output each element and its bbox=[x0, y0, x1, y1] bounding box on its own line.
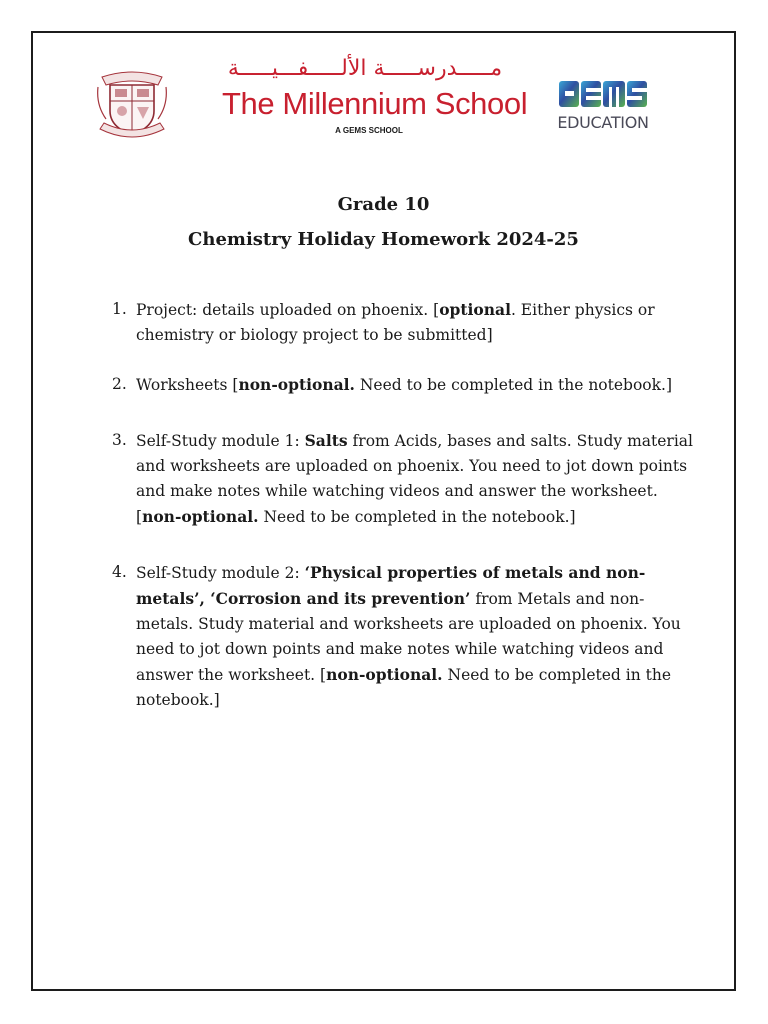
homework-item-module-1 bbox=[112, 428, 698, 530]
school-name-arabic: مـــــدرســـــة الألـــــفـــيـــــة bbox=[227, 56, 503, 81]
item-text: Worksheets [ bbox=[136, 376, 239, 394]
item-text: Need to be completed in the notebook.] bbox=[258, 508, 576, 526]
school-tagline: A GEMS SCHOOL bbox=[335, 126, 403, 135]
homework-heading: Chemistry Holiday Homework 2024-25 bbox=[188, 229, 579, 250]
item-text: Self-Study module 2: bbox=[136, 564, 305, 582]
item-emphasis: Salts bbox=[304, 431, 348, 450]
item-number: 4. bbox=[112, 563, 127, 581]
item-emphasis: non-optional. bbox=[326, 665, 443, 684]
item-text: from Acids, bases and salts. Study material and worksheets are uploaded on phoenix. You need to jot down points and make notes while watching videos and answer the worksheet. [ bbox=[136, 432, 693, 526]
gems-education-label: EDUCATION bbox=[557, 113, 649, 132]
item-number: 2. bbox=[112, 375, 127, 393]
item-emphasis: non-optional. bbox=[142, 507, 259, 526]
item-text: Need to be completed in the notebook.] bbox=[136, 666, 672, 709]
item-emphasis: optional bbox=[439, 300, 511, 319]
homework-item-project bbox=[112, 297, 698, 348]
item-text: Need to be completed in the notebook.] bbox=[354, 376, 672, 394]
item-number: 3. bbox=[112, 431, 127, 449]
school-crest-logo bbox=[96, 65, 168, 141]
gems-mark-icon bbox=[559, 79, 647, 109]
school-name: The Millennium School bbox=[222, 86, 528, 121]
item-text: . Either physics or chemistry or biology project to be submitted] bbox=[136, 301, 655, 344]
item-number: 1. bbox=[112, 300, 127, 318]
gems-education-logo bbox=[557, 79, 649, 139]
item-text: Project: details uploaded on phoenix. [ bbox=[136, 301, 440, 319]
grade-title: Grade 10 bbox=[337, 194, 430, 215]
homework-item-worksheets bbox=[112, 372, 698, 398]
item-emphasis: ‘Physical properties of metals and non-metals’, ‘Corrosion and its prevention’ bbox=[136, 563, 646, 608]
homework-item-module-2 bbox=[112, 560, 698, 713]
homework-list bbox=[112, 297, 698, 713]
item-text: from Metals and non-metals. Study material and worksheets are uploaded on phoenix. You need to jot down points and make notes while watching videos and answer the worksheet. [ bbox=[136, 590, 681, 684]
item-text: Self-Study module 1: bbox=[136, 432, 305, 450]
item-emphasis: non-optional. bbox=[238, 375, 355, 394]
